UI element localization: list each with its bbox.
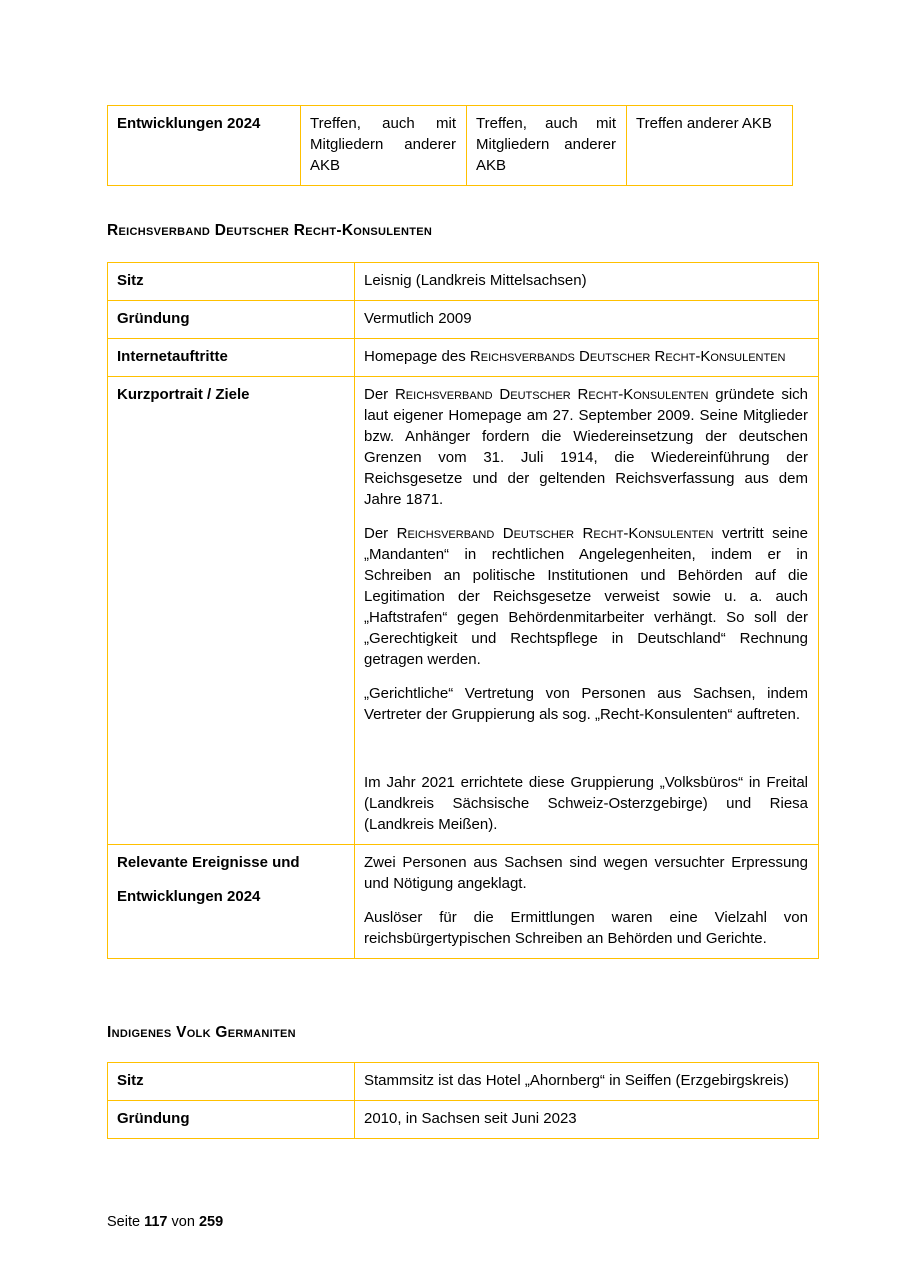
table-row	[108, 845, 819, 959]
table-cell: Stammsitz ist das Hotel „Ahornberg“ in Seiffen (Erzgebirgskreis)	[355, 1063, 819, 1101]
section-heading-indigenes-volk: Indigenes Volk Germaniten	[107, 1024, 296, 1041]
page-footer	[107, 1213, 223, 1231]
table-cell: Zwei Personen aus Sachsen sind wegen versuchter Erpressung und Nötigung angeklagt. Auslöser für die Ermittlungen waren eine Vielzahl von reichsbürgertypischen Schreiben an Behörden und Gerichte.	[355, 845, 819, 959]
table-row	[108, 263, 819, 301]
table-row	[108, 377, 819, 845]
table-row	[108, 1063, 819, 1101]
table-row	[108, 301, 819, 339]
row-label-relevante-ereignisse: Relevante Ereignisse und Entwicklungen 2024	[108, 845, 355, 959]
table-row	[108, 339, 819, 377]
table-cell: Vermutlich 2009	[355, 301, 819, 339]
reichsverband-info-table	[107, 262, 819, 959]
table-cell: Treffen, auch mit Mitgliedern anderer AKB	[467, 106, 627, 186]
row-label-gruendung: Gründung	[108, 301, 355, 339]
indigenes-volk-info-table	[107, 1062, 819, 1139]
total-pages: 259	[198, 1214, 224, 1230]
table-row	[108, 106, 793, 186]
table-cell: Treffen anderer AKB	[627, 106, 793, 186]
table-cell: Homepage des Reichsverbands Deutscher Recht-Konsulenten	[355, 339, 819, 377]
row-label-entwicklungen-2024: Entwicklungen 2024	[108, 106, 301, 186]
table-cell: Treffen, auch mit Mitgliedern anderer AKB	[301, 106, 467, 186]
footer-prefix: Seite	[107, 1214, 145, 1230]
row-label-sitz: Sitz	[108, 1063, 355, 1101]
akb-comparison-table-fragment	[107, 105, 793, 186]
row-label-gruendung: Gründung	[108, 1101, 355, 1139]
footer-middle: von	[167, 1214, 199, 1230]
table-row	[108, 1101, 819, 1139]
row-label-sitz: Sitz	[108, 263, 355, 301]
row-label-kurzportrait-ziele: Kurzportrait / Ziele	[108, 377, 355, 845]
section-heading-reichsverband: Reichsverband Deutscher Recht-Konsulenten	[107, 222, 433, 239]
row-label-internetauftritte: Internetauftritte	[108, 339, 355, 377]
page-number: 117	[144, 1214, 168, 1230]
table-cell: Der Reichsverband Deutscher Recht-Konsulenten gründete sich laut eigener Homepage am 27. September 2009. Seine Mitglieder bzw. Anhänger fordern die Wiedereinsetzung der deutschen Grenzen vom 31. Juli 1914, die Wiedereinführung der Reichsgesetze und der geltenden Reichsverfassung aus dem Jahre 1871. Der Reichsverband Deutscher Recht-Konsulenten vertritt seine „Mandanten“ in rechtlichen Angelegenheiten, indem er in Schreiben an politische Institutionen und Behörden auf die Legitimation der Reichsgesetze verweist sowie u. a. auch „Haftstrafen“ gegen Behördenmitarbeiter verhängt. So soll der „Gerechtigkeit und Rechtspflege in Deutschland“ Rechnung getragen werden. „Gerichtliche“ Vertretung von Personen aus Sachsen, indem Vertreter der Gruppierung als sog. „Recht-Konsulenten“ auftreten. Im Jahr 2021 errichtete diese Gruppierung „Volksbüros“ in Freital (Landkreis Sächsische Schweiz-Osterzgebirge) und Riesa (Landkreis Meißen).	[355, 377, 819, 845]
table-cell: Leisnig (Landkreis Mittelsachsen)	[355, 263, 819, 301]
table-cell: 2010, in Sachsen seit Juni 2023	[355, 1101, 819, 1139]
